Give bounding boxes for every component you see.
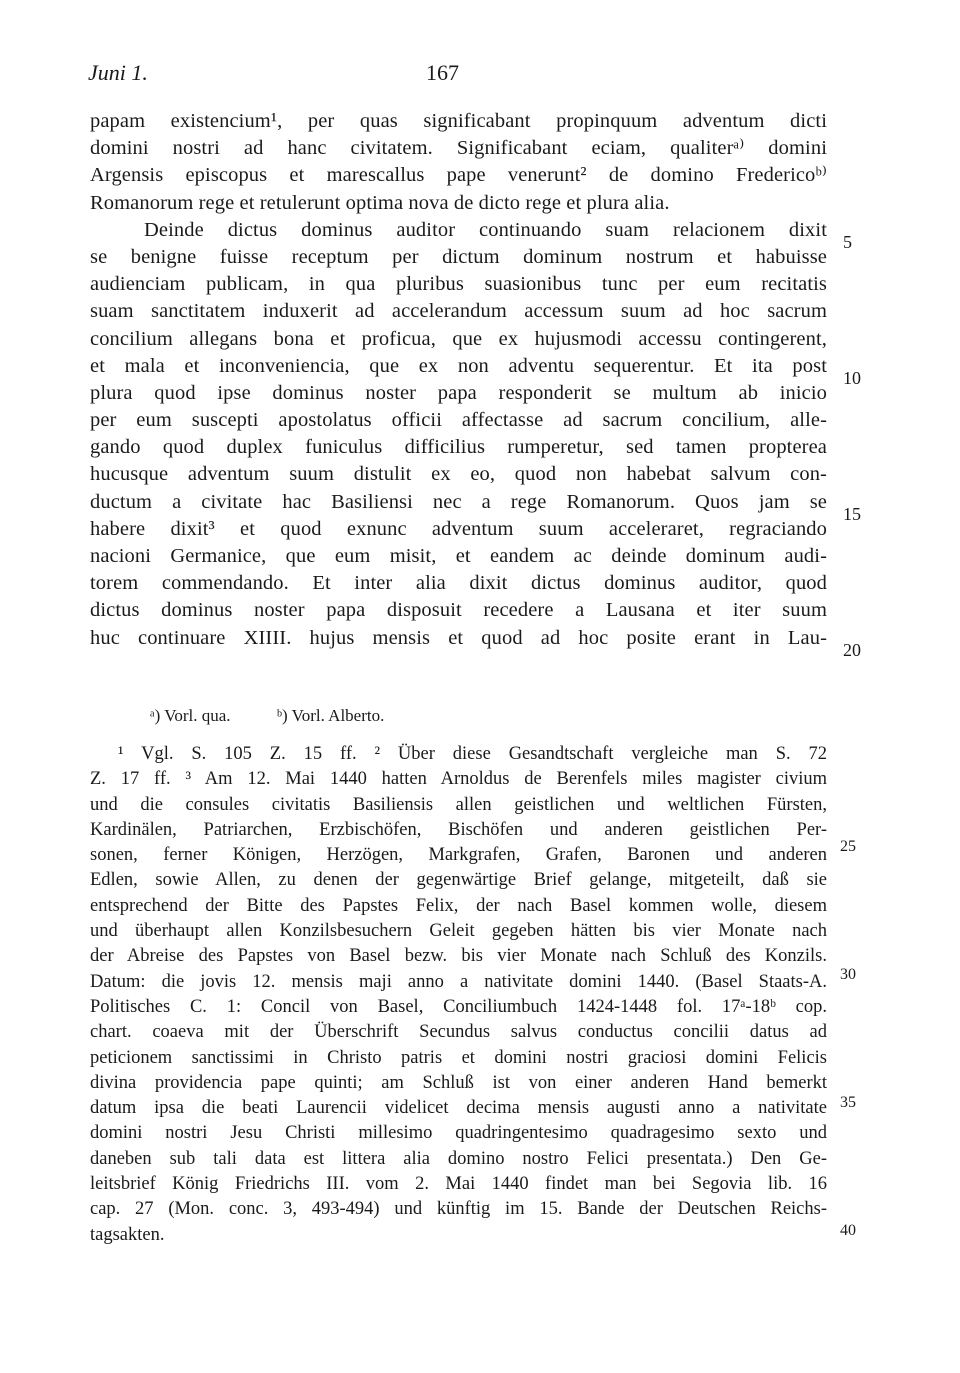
text-line: habere dixit³ et quod exnunc adventum suum acceleraret, regraciando — [90, 517, 827, 540]
line-number: 15 — [843, 504, 861, 524]
footnote-line: entsprechend der Bitte des Papstes Felix, der nach Basel kommen wolle, diesem — [90, 895, 827, 916]
footnote-line: sonen, ferner Königen, Herzögen, Markgrafen, Grafen, Baronen und anderen — [90, 845, 827, 866]
variant-note-b: ᵇ) Vorl. Alberto. — [276, 706, 385, 725]
footnote-line: datum ipsa die beati Laurencii videlicet decima mensis augusti anno a nativitate — [90, 1098, 827, 1119]
footnote-line: chart. coaeva mit der Überschrift Secundus salvus conductus concilii datus ad — [90, 1022, 827, 1043]
line-number: 5 — [843, 232, 852, 252]
text-line: dictus dominus noster papa disposuit recedere a Lausana et iter suum — [90, 599, 827, 622]
footnote-line: der Abreise des Papstes von Basel bezw. bis vier Monate nach Schluß des Konzils. — [90, 946, 827, 967]
text-line: se benigne fuisse receptum per dictum dominum nostrum et habuisse — [90, 245, 827, 268]
footnote-line: Politisches C. 1: Concil von Basel, Conciliumbuch 1424-1448 fol. 17ᵃ-18ᵇ cop. — [90, 996, 827, 1017]
text-line: Romanorum rege et retulerunt optima nova de dicto rege et plura alia. — [90, 191, 670, 214]
page-header — [88, 60, 828, 90]
footnote-line: cap. 27 (Mon. conc. 3, 493-494) und künftig im 15. Bande der Deutschen Reichs- — [90, 1199, 827, 1220]
line-number: 10 — [843, 368, 861, 388]
line-number: 35 — [840, 1094, 856, 1111]
footnote-line: domini nostri Jesu Christi millesimo quadringentesimo quadragesimo sexto und — [90, 1123, 827, 1144]
line-number: 20 — [843, 640, 861, 660]
footnotes — [90, 742, 827, 1248]
footnote-line: Z. 17 ff. ³ Am 12. Mai 1440 hatten Arnoldus de Berenfels miles magister civium — [90, 769, 827, 790]
text-line: plura quod ipse dominus noster papa responderit se multum ab inicio — [90, 381, 827, 404]
main-text — [90, 108, 827, 652]
running-head-date: Juni 1. — [88, 60, 148, 85]
text-line: Deinde dictus dominus auditor continuando suam relacionem dixit — [144, 218, 827, 241]
text-line: concilium allegans bona et proficua, que ex hujusmodi accessu contingerent, — [90, 327, 827, 350]
footnote-line: Kardinälen, Patriarchen, Erzbischöfen, Bischöfen und anderen geistlichen Per- — [90, 819, 827, 840]
text-line: ductum a civitate hac Basiliensi nec a rege Romanorum. Quos jam se — [90, 490, 827, 513]
footnote-line: leitsbrief König Friedrichs III. vom 2. Mai 1440 findet man bei Segovia lib. 16 — [90, 1174, 827, 1195]
footnote-line: ¹ Vgl. S. 105 Z. 15 ff. ² Über diese Gesandtschaft vergleiche man S. 72 — [118, 744, 827, 764]
footnote-line: und die consules civitatis Basiliensis allen geistlichen und weltlichen Fürsten, — [90, 794, 827, 815]
footnote-line: Edlen, sowie Allen, zu denen der gegenwärtige Brief gelange, mitgeteilt, daß sie — [90, 870, 827, 891]
text-line: Argensis episcopus et marescallus pape venerunt² de domino Fredericoᵇ⁾ — [90, 164, 827, 187]
line-number: 30 — [840, 966, 856, 983]
text-line: per eum suscepti apostolatus officii affectasse ad sacrum concilium, alle- — [90, 409, 827, 432]
line-number: 25 — [840, 838, 856, 855]
footnote-line: und überhaupt allen Konzilsbesuchern Geleit gegeben hätten bis vier Monate nach — [90, 921, 827, 942]
page-number: 167 — [426, 60, 459, 85]
footnote-line: Datum: die jovis 12. mensis maji anno a nativitate domini 1440. (Basel Staats-A. — [90, 971, 827, 992]
text-line: torem commendando. Et inter alia dixit dictus dominus auditor, quod — [90, 572, 827, 595]
text-line: huc continuare XIIII. hujus mensis et quod ad hoc posite erant in Lau- — [90, 626, 827, 649]
footnote-line: daneben sub tali data est littera alia domino nostro Felici presentata.) Den Ge- — [90, 1148, 827, 1169]
text-line: suam sanctitatem induxerit ad accelerandum accessum suum ad hoc sacrum — [90, 300, 827, 323]
footnote-line: peticionem sanctissimi in Christo patris et domini nostri graciosi domini Felicis — [90, 1047, 827, 1068]
line-number: 40 — [840, 1222, 856, 1239]
text-line: domini nostri ad hanc civitatem. Significabant eciam, qualiterᵃ⁾ domini — [90, 137, 827, 160]
text-line: papam existencium¹, per quas significabant propinquum adventum dicti — [90, 110, 827, 132]
text-line: hucusque adventum suum distulit ex eo, quod non habebat salvum con- — [90, 463, 827, 486]
text-line: gando quod duplex funiculus difficilius rumperetur, sed tamen propterea — [90, 436, 827, 459]
text-line: nacioni Germanice, que eum misit, et eandem ac deinde dominum audi- — [90, 545, 827, 567]
variant-note-a: ᵃ) Vorl. qua. — [150, 706, 231, 725]
text-line: audienciam publicam, in qua pluribus suasionibus tunc per eum recitatis — [90, 273, 827, 296]
footnote-line: divina providencia pape quinti; am Schluß ist von einer anderen Hand bemerkt — [90, 1072, 827, 1093]
footnote-line: tagsakten. — [90, 1224, 165, 1245]
text-line: et mala et inconveniencia, que ex non adventu sequerentur. Et ita post — [90, 354, 827, 377]
variant-apparatus — [150, 706, 426, 726]
